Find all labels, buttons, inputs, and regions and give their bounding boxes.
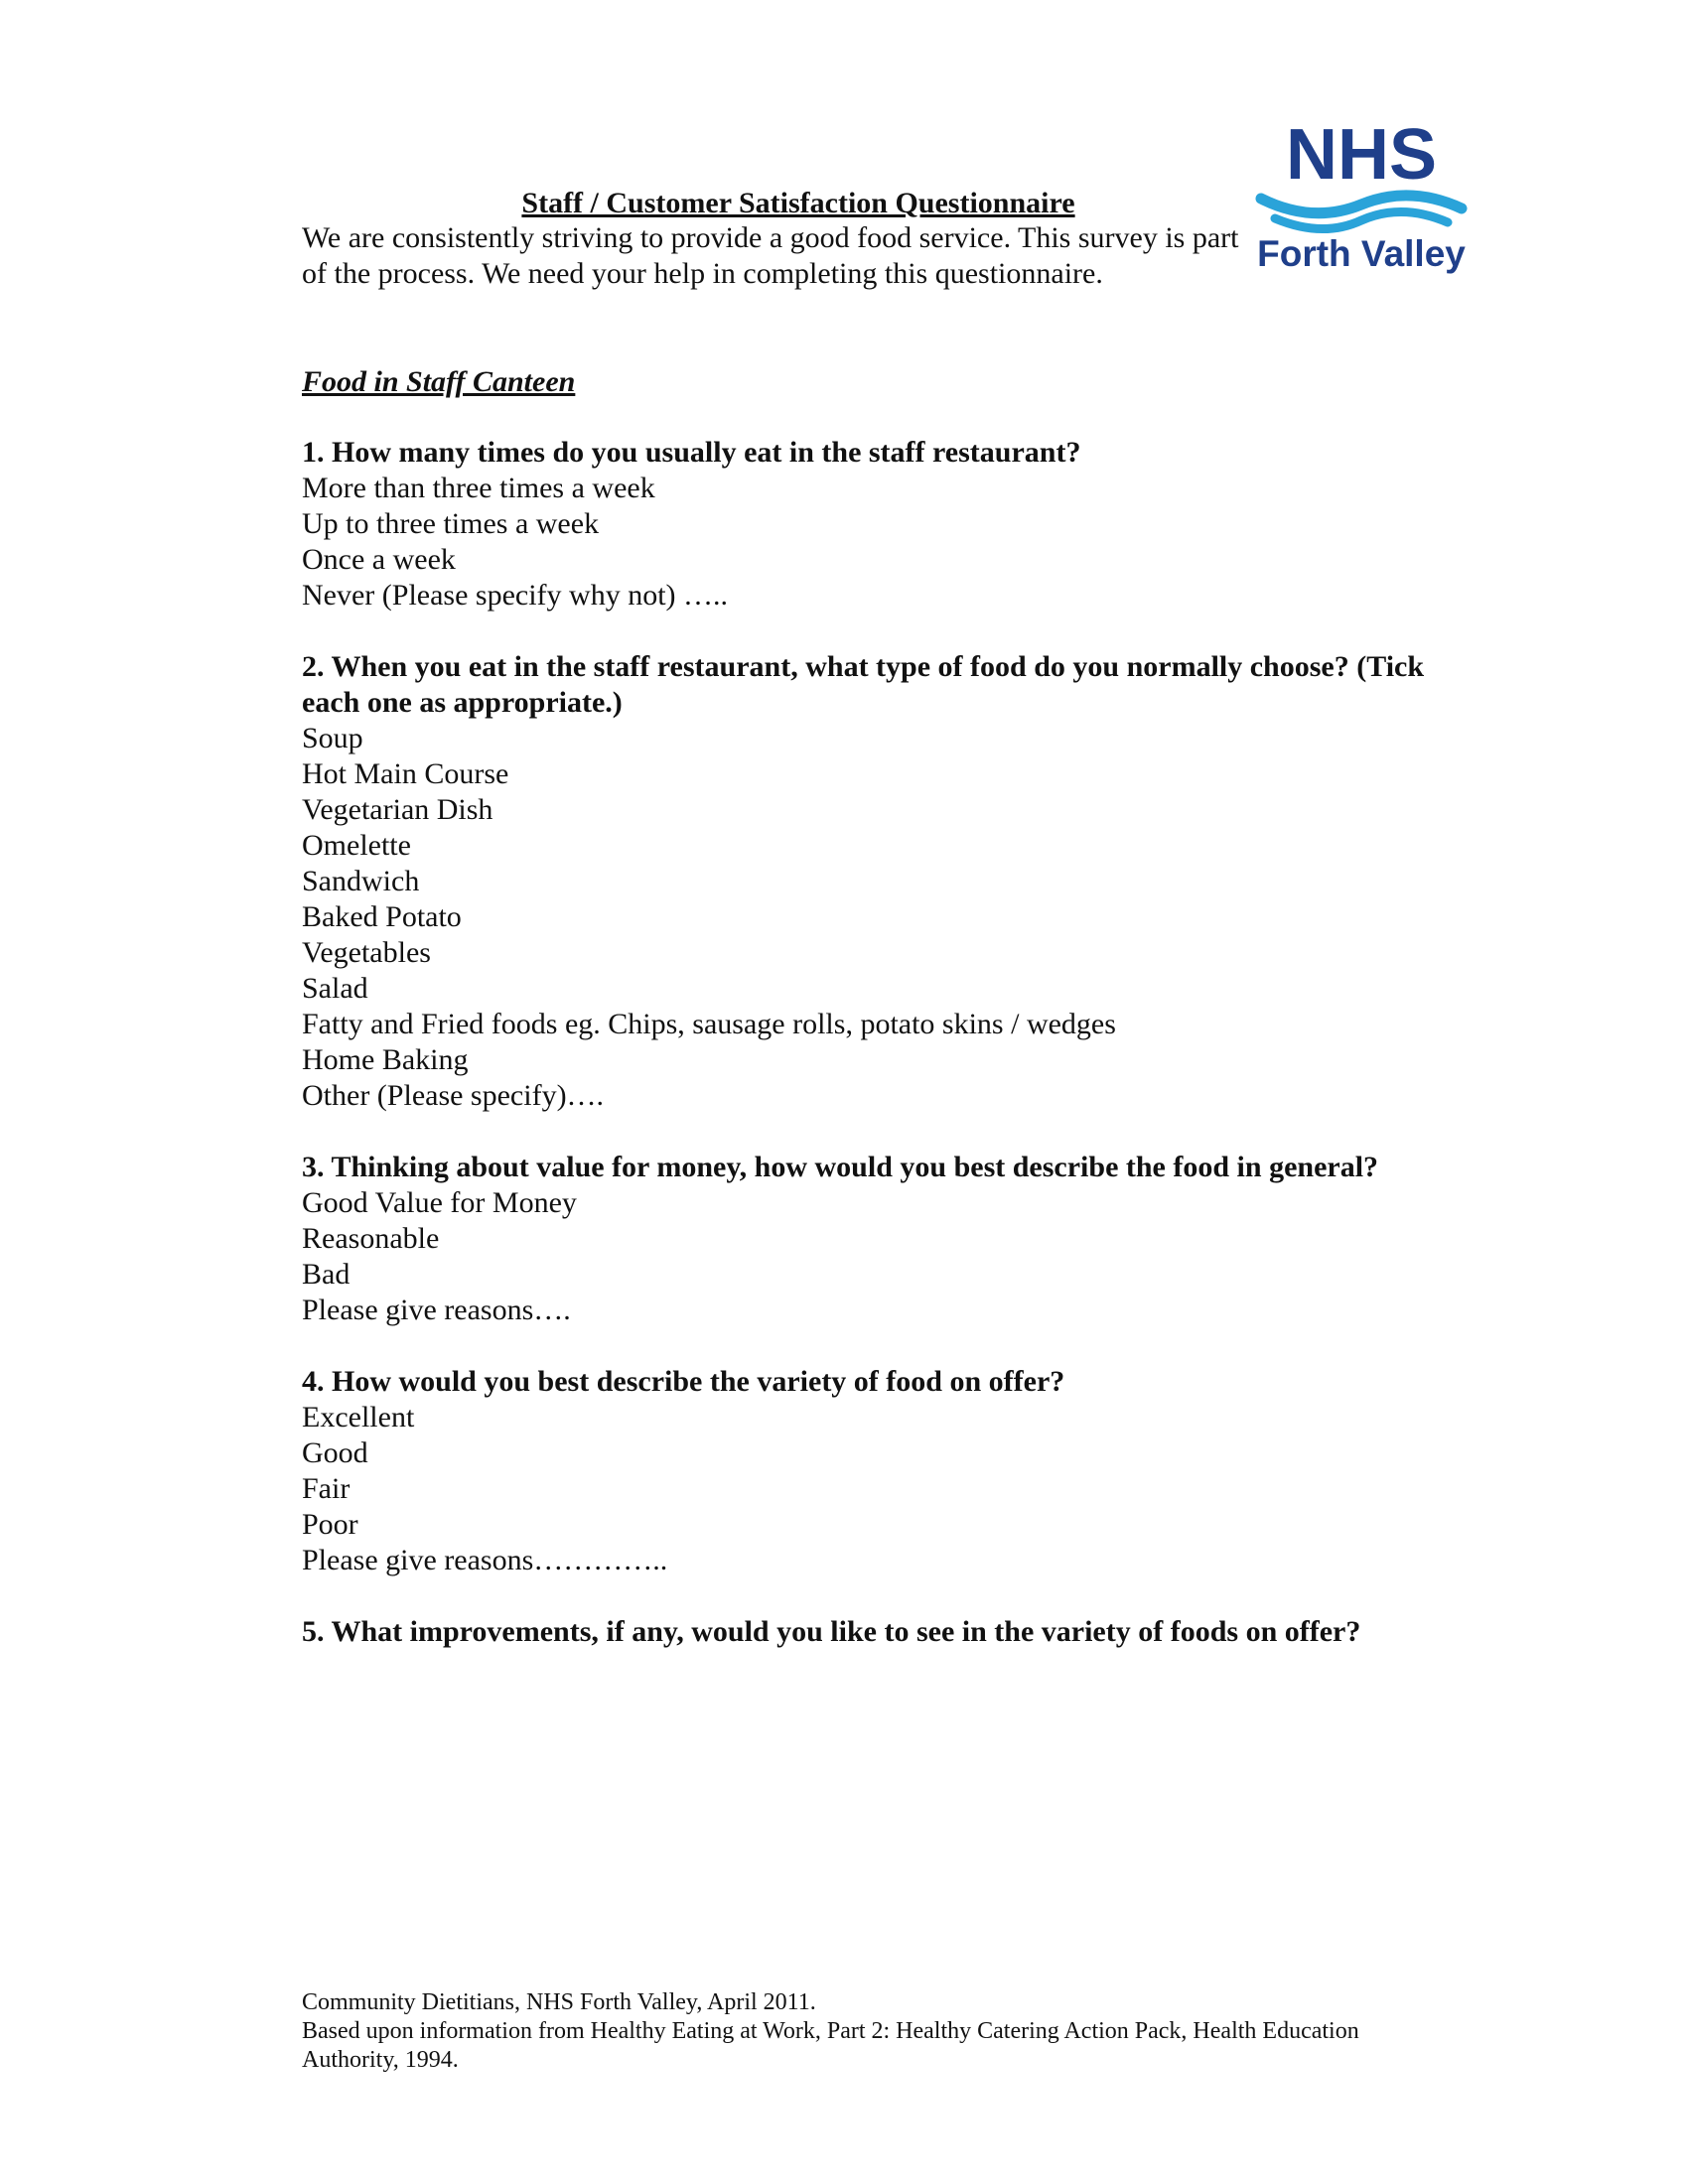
question-1	[302, 435, 1444, 614]
answer-option: Good Value for Money	[302, 1186, 577, 1219]
logo-nhs-text: NHS	[1285, 117, 1438, 195]
answer-option: Fair	[302, 1472, 351, 1505]
answer-option: Good	[302, 1436, 368, 1469]
question-5	[302, 1614, 1444, 1650]
answer-option: Bad	[302, 1258, 351, 1291]
footer-source: Based upon information from Healthy Eating at Work, Part 2: Healthy Catering Action Pack, Health Education Authority, 1994.	[302, 2018, 1359, 2073]
answer-option: Fatty and Fried foods eg. Chips, sausage rolls, potato skins / wedges	[302, 1008, 1116, 1040]
answer-option: Poor	[302, 1508, 358, 1541]
question-text: 3. Thinking about value for money, how would you best describe the food in general?	[302, 1151, 1379, 1183]
answer-option: Never (Please specify why not) …..	[302, 579, 729, 612]
answer-option: Excellent	[302, 1401, 415, 1433]
answer-option: Hot Main Course	[302, 757, 509, 790]
answer-option: Reasonable	[302, 1222, 440, 1255]
question-list	[302, 435, 1444, 1686]
answer-option: Omelette	[302, 829, 411, 862]
footer	[302, 1988, 1444, 2075]
answer-option: Baked Potato	[302, 900, 462, 933]
intro-paragraph: We are consistently striving to provide a good food service. This survey is part of the process. We need your help in completing this questionnaire.	[302, 221, 1239, 290]
question-2	[302, 649, 1444, 1114]
answer-option: Soup	[302, 722, 363, 754]
answer-option: Salad	[302, 972, 368, 1005]
answer-option: Sandwich	[302, 865, 420, 897]
answer-option: Vegetarian Dish	[302, 793, 493, 826]
answer-option: Vegetables	[302, 936, 431, 969]
logo-forth-valley-text: Forth Valley	[1257, 233, 1466, 274]
answer-option: Up to three times a week	[302, 507, 600, 540]
answer-option: Other (Please specify)….	[302, 1079, 605, 1112]
question-text: 4. How would you best describe the variety of food on offer?	[302, 1365, 1065, 1398]
answer-option: Please give reasons…………..	[302, 1544, 668, 1576]
question-text: 2. When you eat in the staff restaurant, what type of food do you normally choose? (Tick each one as appropriate.)	[302, 650, 1425, 719]
page-title: Staff / Customer Satisfaction Questionnaire	[521, 187, 1075, 219]
answer-option: Home Baking	[302, 1043, 469, 1076]
question-3	[302, 1150, 1444, 1328]
answer-option: More than three times a week	[302, 472, 655, 504]
question-4	[302, 1364, 1444, 1578]
footer-credit: Community Dietitians, NHS Forth Valley, April 2011.	[302, 1989, 816, 2015]
question-text: 1. How many times do you usually eat in the staff restaurant?	[302, 436, 1081, 469]
question-text: 5. What improvements, if any, would you like to see in the variety of foods on offer?	[302, 1615, 1361, 1648]
answer-option: Please give reasons….	[302, 1294, 571, 1326]
answer-option: Once a week	[302, 543, 456, 576]
section-heading: Food in Staff Canteen	[302, 365, 576, 398]
